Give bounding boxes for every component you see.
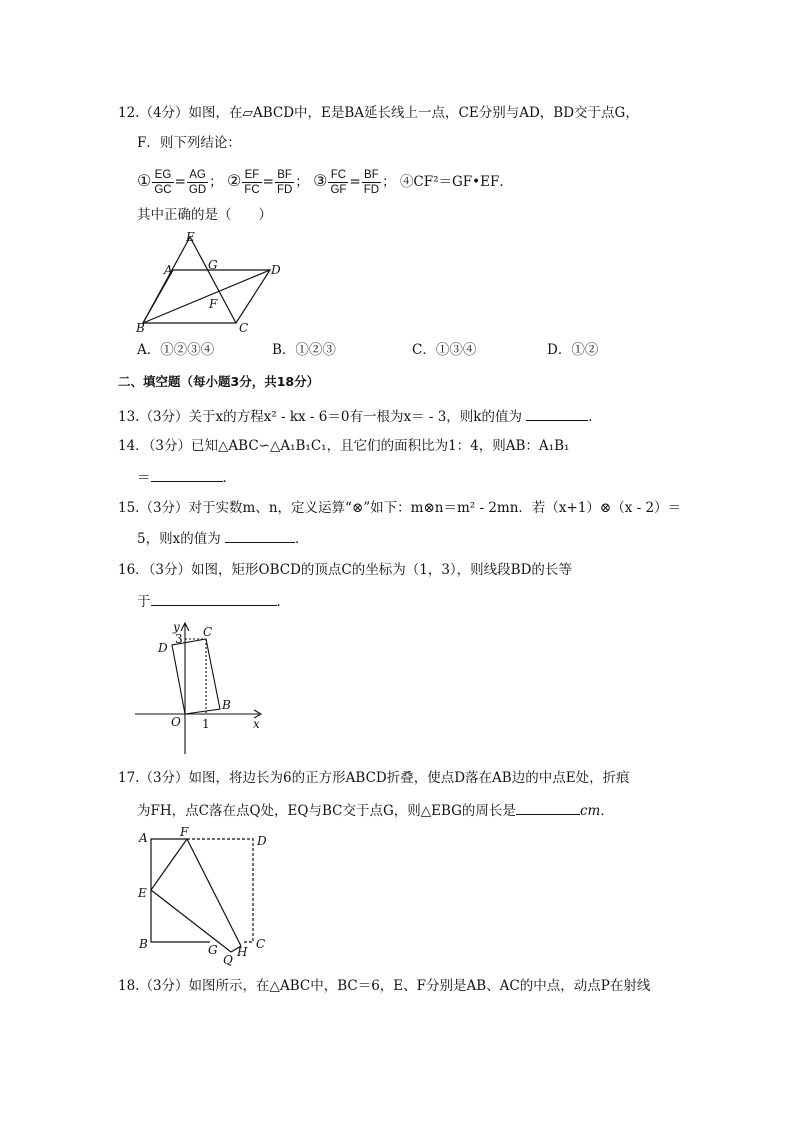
label-q: Q [223, 953, 233, 967]
segment-be [143, 237, 190, 323]
rectangle-obcd [172, 639, 220, 714]
q17-line2: 为FH，点C落在点Q处，EQ与BC交于点G，则△EBG的周长是 cm． [137, 800, 614, 821]
label-point-b: B [222, 698, 231, 712]
diagonal-bd [143, 270, 270, 323]
square-dashed-edges [187, 839, 253, 942]
coordinate-figure [135, 618, 270, 758]
label-d: D [271, 263, 281, 277]
q17-answer-blank[interactable] [516, 800, 580, 815]
option-b[interactable]: B．①②③ [272, 342, 336, 358]
fraction-bf-fd-2: $\frac{BF}{FD}$ [363, 169, 380, 196]
option-a[interactable]: A．①②③④ [137, 342, 215, 358]
conclusion-1-mark: ① [137, 171, 152, 190]
q16-line2: 于 ． [137, 591, 290, 612]
crease-fh [187, 839, 241, 946]
label-b: B [139, 937, 148, 951]
q14-answer-blank[interactable] [151, 467, 223, 482]
q18-line1: 18.（3分）如图所示，在△ABC中，BC＝6，E、F分别是AB、AC的中点，动点P在射线 [118, 978, 651, 994]
label-tick-3: 3 [175, 632, 183, 646]
label-f: F [180, 825, 189, 839]
q12-conclusions: ① $\frac{EG}{GC}$ = $\frac{AG}{GD}$ ； ② $\frac{EF}{FC}$ = $\frac{BF}{FD}$ ； ③ $\frac{FC}{GF}$ = $\frac{BF}{FD}$ ； ④CF²＝GF•EF． [137, 169, 513, 196]
label-point-d: D [158, 641, 168, 655]
conclusion-2-mark: ② [226, 171, 242, 190]
option-c[interactable]: C．①③④ [412, 342, 477, 358]
q15-line1: 15.（3分）对于实数m、n，定义运算“⊗”如下：m⊗n＝m² - 2mn．若（x+1）⊗（x - 2）＝ [118, 500, 682, 516]
label-point-c: C [203, 625, 213, 639]
option-d[interactable]: D．①② [547, 342, 599, 358]
q17-line1: 17.（3分）如图，将边长为6的正方形ABCD折叠，使点D落在AB边的中点E处，折痕 [118, 770, 630, 786]
segment-eq [151, 890, 231, 952]
label-g: G [208, 258, 218, 272]
square-fold-figure [135, 826, 275, 966]
section-2-heading: 二、填空题（每小题3分，共18分） [118, 374, 320, 389]
label-tick-1: 1 [202, 717, 210, 731]
label-axis-y: y [173, 620, 180, 634]
q12-stem-line1: 12.（4分）如图，在▱ABCD中，E是BA延长线上一点，CE分别与AD，BD交于点G， [118, 105, 639, 121]
label-f: F [209, 297, 218, 311]
fraction-eg-gc: $\frac{EG}{GC}$ [154, 169, 172, 196]
label-c: C [256, 937, 266, 951]
fraction-ef-fc: $\frac{EF}{FC}$ [244, 169, 260, 196]
label-e: E [186, 230, 195, 244]
label-g: G [208, 943, 218, 957]
q15-line2: 5，则x的值为 ． [137, 528, 309, 549]
q12-stem-line2: F．则下列结论： [137, 135, 241, 151]
q16-answer-blank[interactable] [151, 591, 277, 606]
square-solid-edges [151, 839, 210, 942]
label-origin: O [171, 715, 181, 729]
label-axis-x: x [253, 717, 260, 731]
segment-fe [151, 839, 187, 890]
fraction-ag-gd: $\frac{AG}{GD}$ [188, 169, 207, 196]
q15-answer-blank[interactable] [225, 528, 295, 543]
q13-line: 13.（3分）关于x的方程x² - kx - 6＝0有一根为x＝ - 3，则k的值为 ． [118, 406, 602, 427]
conclusion-4: ④CF²＝GF•EF． [399, 174, 513, 190]
label-h: H [237, 945, 248, 959]
conclusion-3-mark: ③ [313, 171, 328, 190]
fraction-bf-fd: $\frac{BF}{FD}$ [276, 169, 293, 196]
label-d: D [257, 834, 267, 848]
label-b: B [136, 321, 145, 335]
label-a: A [164, 263, 173, 277]
q14-line2: ＝ ． [137, 467, 236, 488]
q14-line1: 14．（3分）已知△ABC∽△A₁B₁C₁，且它们的面积比为1：4，则AB：A₁B₁ [118, 438, 570, 454]
fraction-fc-gf: $\frac{FC}{GF}$ [330, 169, 347, 196]
q13-answer-blank[interactable] [526, 406, 588, 421]
parallelogram-figure [130, 225, 290, 340]
q16-line1: 16．（3分）如图，矩形OBCD的顶点C的坐标为（1，3），则线段BD的长等 [118, 562, 572, 578]
label-e: E [138, 886, 147, 900]
label-c: C [239, 321, 249, 335]
label-a: A [139, 831, 148, 845]
q12-question: 其中正确的是（ ） [137, 207, 272, 223]
